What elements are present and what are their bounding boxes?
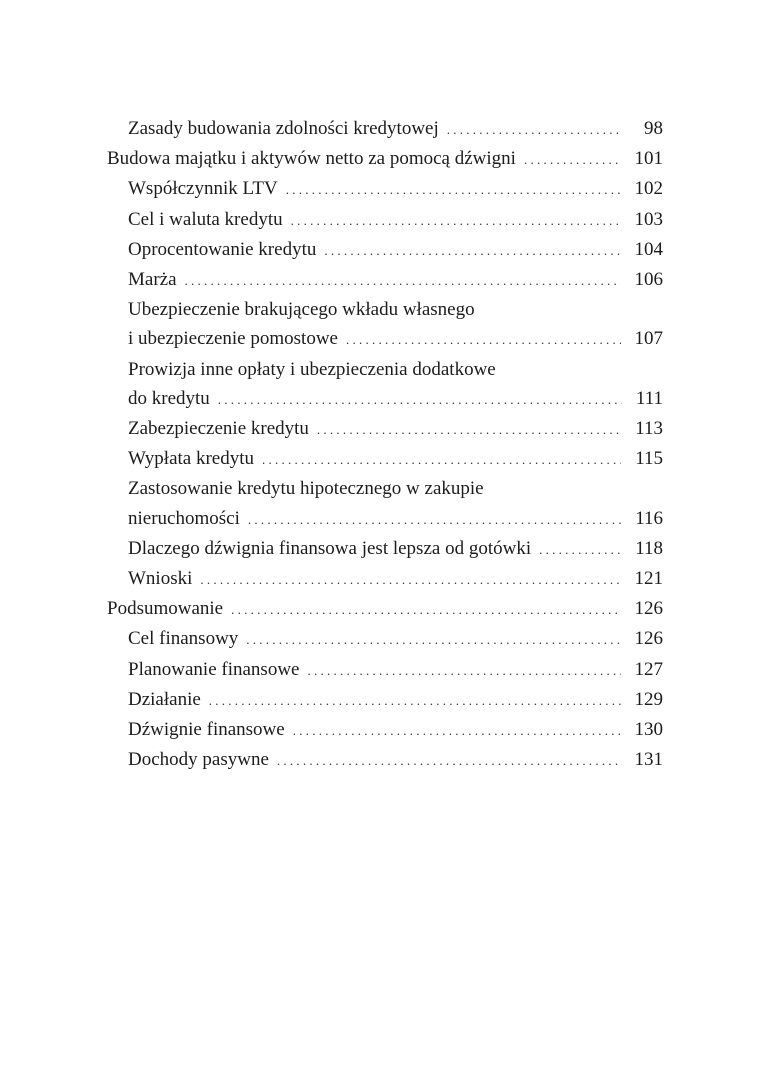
toc-entry[interactable] bbox=[107, 205, 663, 235]
dot-leader bbox=[324, 236, 620, 265]
toc-entry-title: Współczynnik LTV bbox=[128, 178, 278, 200]
dot-leader bbox=[277, 746, 621, 775]
toc-entry[interactable] bbox=[107, 715, 663, 745]
dot-leader bbox=[246, 625, 620, 654]
toc-entry[interactable] bbox=[107, 474, 663, 533]
dot-leader bbox=[291, 206, 621, 235]
toc-page-number: 115 bbox=[635, 448, 663, 470]
dot-leader bbox=[218, 385, 622, 414]
dot-leader bbox=[539, 535, 621, 564]
toc-page-number: 107 bbox=[634, 328, 663, 350]
toc-entry[interactable] bbox=[107, 685, 663, 715]
toc-entry[interactable] bbox=[107, 114, 663, 144]
toc-entry-title: Zabezpieczenie kredytu bbox=[128, 418, 309, 440]
toc-page-number: 101 bbox=[634, 148, 663, 170]
toc-page-number: 129 bbox=[634, 688, 663, 710]
toc-entry-title: Wypłata kredytu bbox=[128, 448, 255, 470]
toc-entry[interactable] bbox=[107, 655, 663, 685]
toc-entry-title: Cel finansowy bbox=[128, 628, 239, 650]
toc-entry-title: Planowanie finansowe bbox=[128, 658, 300, 680]
toc-entry[interactable] bbox=[107, 624, 663, 654]
toc-entry-title: Podsumowanie bbox=[107, 598, 224, 620]
toc-entry-title: Dlaczego dźwignia finansowa jest lepsza od gotówki bbox=[128, 537, 532, 559]
toc-entry[interactable] bbox=[107, 174, 663, 204]
toc-page-number: 126 bbox=[634, 628, 663, 650]
toc-page-number: 118 bbox=[635, 537, 663, 559]
toc-entry-title-line1: Prowizja inne opłaty i ubezpieczenia dodatkowe bbox=[128, 358, 496, 380]
toc-entry-title-line1: Ubezpieczenie brakującego wkładu własnego bbox=[128, 299, 475, 321]
toc-entry[interactable] bbox=[107, 564, 663, 594]
toc-entry[interactable] bbox=[107, 745, 663, 775]
table-of-contents bbox=[107, 114, 663, 775]
dot-leader bbox=[200, 565, 620, 594]
toc-entry-title: Marża bbox=[128, 269, 177, 291]
toc-entry[interactable] bbox=[107, 444, 663, 474]
dot-leader bbox=[185, 266, 621, 295]
toc-entry-title: Budowa majątku i aktywów netto za pomocą dźwigni bbox=[107, 148, 516, 170]
toc-page-number: 102 bbox=[634, 178, 663, 200]
toc-entry-title: Wnioski bbox=[128, 568, 193, 590]
dot-leader bbox=[447, 115, 623, 144]
toc-page-number: 111 bbox=[635, 387, 663, 409]
toc-entry[interactable] bbox=[107, 235, 663, 265]
toc-entry[interactable] bbox=[107, 594, 663, 624]
toc-entry[interactable] bbox=[107, 265, 663, 295]
toc-page-number: 98 bbox=[644, 118, 663, 139]
dot-leader bbox=[286, 175, 621, 204]
toc-page-number: 106 bbox=[634, 269, 663, 291]
toc-entry-title: Oprocentowanie kredytu bbox=[128, 238, 317, 260]
toc-page-number: 126 bbox=[634, 598, 663, 620]
dot-leader bbox=[209, 686, 621, 715]
toc-entry-title: nieruchomości bbox=[128, 507, 240, 529]
toc-entry-title: do kredytu bbox=[128, 387, 210, 409]
dot-leader bbox=[231, 595, 620, 624]
toc-entry-title-line1: Zastosowanie kredytu hipotecznego w zakupie bbox=[128, 478, 484, 500]
toc-page-number: 121 bbox=[634, 568, 663, 590]
toc-page-number: 130 bbox=[634, 719, 663, 741]
dot-leader bbox=[346, 325, 621, 354]
toc-entry-title: Dźwignie finansowe bbox=[128, 719, 285, 741]
toc-page-number: 103 bbox=[634, 208, 663, 230]
toc-entry[interactable] bbox=[107, 144, 663, 174]
toc-page-number: 131 bbox=[634, 749, 663, 771]
toc-page-number: 104 bbox=[634, 238, 663, 260]
toc-page-number: 113 bbox=[635, 418, 663, 440]
toc-entry[interactable] bbox=[107, 355, 663, 414]
toc-entry-title: Działanie bbox=[128, 688, 201, 710]
toc-entry-title: Dochody pasywne bbox=[128, 749, 269, 771]
toc-entry-title: i ubezpieczenie pomostowe bbox=[128, 328, 338, 350]
dot-leader bbox=[248, 505, 621, 534]
toc-entry[interactable] bbox=[107, 534, 663, 564]
dot-leader bbox=[262, 445, 621, 474]
toc-entry[interactable] bbox=[107, 414, 663, 444]
toc-entry[interactable] bbox=[107, 295, 663, 354]
toc-page-number: 127 bbox=[634, 658, 663, 680]
toc-entry-title: Cel i waluta kredytu bbox=[128, 208, 283, 230]
dot-leader bbox=[317, 415, 621, 444]
dot-leader bbox=[293, 716, 621, 745]
toc-page-number: 116 bbox=[635, 507, 663, 529]
dot-leader bbox=[307, 656, 620, 685]
toc-entry-title: Zasady budowania zdolności kredytowej bbox=[128, 118, 439, 139]
dot-leader bbox=[524, 145, 621, 174]
